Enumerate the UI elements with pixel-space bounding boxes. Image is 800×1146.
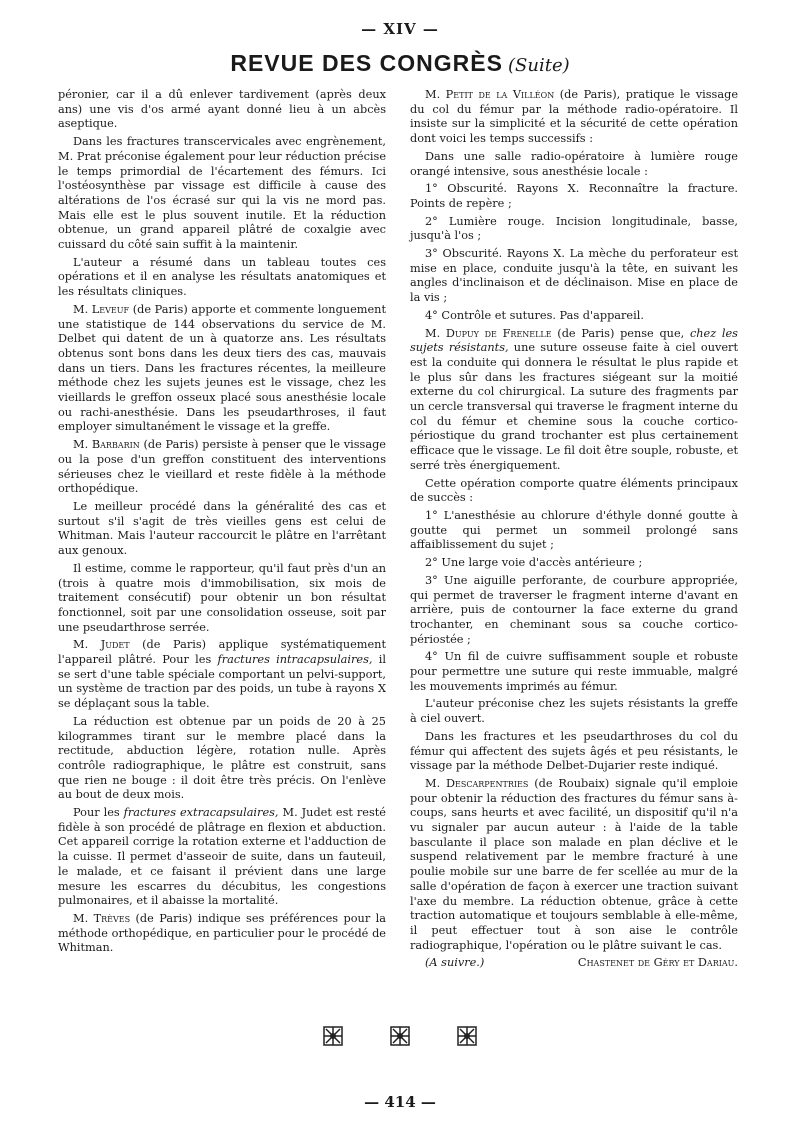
paragraph-text: (de Roubaix) signale qu'il emploie pour obtenir la réduction des fractures du fémur sans à-coups, sans heurts et avec facilité, un dispositif qu'il n'a vu signaler par aucun auteur : à l'aide de la table basculante il place son malade en plan déclive et le suspend relativement par le membre fracturé à une poulie mobile sur une barre de fer scellée au mur de la salle d'opération de façon à exercer une traction suivant l'axe du membre. La réduction obtenue, grâce à cette traction automatique et toujours semblable à elle-même, il peut effectuer tout à son aise le contrôle radiographique, l'opération ou le plâtre suivant le cas. xyxy=(410,776,738,952)
paragraph-text: (de Paris) apporte et commente longuement une statistique de 144 observations du service de M. Delbet qui datent de un à quatorze ans. Les résultats obtenus sont bons dans les deux tiers des cas, mauvais dans un tiers. Dans les fractures récentes, la meilleure méthode chez les sujets jeunes est le vissage, chez les vieillards le greffon osseux placé sous anesthésie locale ou rachi-anesthésie. Dans les pseudarthroses, il faut employer simultanément le vissage et la greffe. xyxy=(58,302,386,434)
page-marker: — XIV — xyxy=(361,20,439,38)
paragraph-text: (de Paris) indique ses préférences pour la méthode orthopédique, en particulier pour le procédé de Whitman. xyxy=(58,911,386,955)
ornament-row xyxy=(300,1025,500,1047)
paragraph xyxy=(410,777,738,953)
paragraph-text: (de Paris) persiste à penser que le vissage ou la pose d'un greffon constituent des interventions sérieuses chez le vieillard et reste fidèle à la méthode orthopédique. xyxy=(58,438,386,496)
italic-text: chez les sujets résistants, xyxy=(410,326,738,355)
paragraph: Dans les fractures transcervicales avec engrènement, M. Prat préconise également pour leur réduction précise le temps primordial de l'écartement des fémurs. Ici l'ostéosynthèse par vissage est difficile à cause des altérations de l'os écrasé sur qui la vis ne mord pas. Mais elle est le plus souvent inutile. Et la réduction obtenue, un grand appareil plâtré de coxalgie avec cuissard du côté sain suffit à la maintenir. xyxy=(58,135,386,252)
ornament-icon xyxy=(389,1025,411,1047)
signature-line xyxy=(410,956,738,971)
paragraph xyxy=(58,912,386,956)
paragraph xyxy=(58,438,386,497)
list-item: 3° Obscurité. Rayons X. La mèche du perforateur est mise en place, conduite jusqu'à la tête, en suivant les angles d'inclinaison et de déclinaison. Mise en place de la vis ; xyxy=(410,247,738,305)
italic-text: fractures extracapsulaires, xyxy=(123,806,279,820)
page-header xyxy=(0,50,800,77)
paragraph-text: Pour les xyxy=(73,806,124,820)
header-title: REVUE DES CONGRÈS xyxy=(230,50,503,76)
paragraph xyxy=(410,88,738,147)
paragraph-text: il se sert d'une table spéciale comportant un pelvi-support, un système de traction par des poids, un tube à rayons X se déplaçant sous la table. xyxy=(58,653,386,711)
ornament-icon xyxy=(456,1025,478,1047)
paragraph: La réduction est obtenue par un poids de 20 à 25 kilogrammes tirant sur le membre placé dans la rectitude, abduction légère, rotation nulle. Après contrôle radiographique, le plâtre est construit, sans que rien ne bouge : il doit être très précis. On l'enlève au bout de deux mois. xyxy=(58,714,386,802)
paragraph: Cette opération comporte quatre éléments principaux de succès : xyxy=(410,476,738,505)
italic-text: fractures intracapsulaires, xyxy=(217,653,373,667)
list-item: 1° L'anesthésie au chlorure d'éthyle donné goutte à goutte qui permet un sommeil prolongé sans affaiblissement du sujet ; xyxy=(410,508,738,552)
page-number: — 414 — xyxy=(364,1093,436,1111)
paragraph: L'auteur a résumé dans un tableau toutes ces opérations et il en analyse les résultats anatomiques et les résultats cliniques. xyxy=(58,255,386,299)
list-item: 1° Obscurité. Rayons X. Reconnaître la fracture. Points de repère ; xyxy=(410,182,738,210)
to-follow-note: (A suivre.) xyxy=(425,956,485,970)
author-name: M. Dupuy de Frenelle xyxy=(425,326,552,340)
author-name: M. Leveuf xyxy=(73,302,130,316)
header-subtitle: (Suite) xyxy=(508,55,570,76)
list-item: 2° Une large voie d'accès antérieure ; xyxy=(425,556,643,570)
paragraph xyxy=(58,806,386,909)
paragraph xyxy=(58,638,386,712)
paragraph xyxy=(410,327,738,474)
paragraph-text: une suture osseuse faite à ciel ouvert est la conduite qui donnera le résultat le plus rapide et le plus sûr dans les fractures siégeant sur la moitié externe du col chirurgical. La suture des fragments par un cercle transversal qui traverse le fragment interne du col du fémur et chemine sous la couche cortico-périostique du grand trochanter est plus certainement efficace que le vissage. Le fil doit être souple, robuste, et serré très énergiquement. xyxy=(410,341,739,472)
paragraph-text: M. Judet est resté fidèle à son procédé de plâtrage en flexion et abduction. Cet appareil corrige la rotation externe et l'adduction de la cuisse. Il permet d'asseoir de suite, dans un fauteuil, le malade, et ce faisant il prévient dans une large mesure les escarres du décubitus, les congestions pulmonaires, et il abaisse la mortalité. xyxy=(58,806,386,908)
paragraph-text: (de Paris) pense que, xyxy=(551,326,690,340)
paragraph: L'auteur préconise chez les sujets résistants la greffe à ciel ouvert. xyxy=(410,697,738,726)
paragraph xyxy=(58,303,386,435)
author-name: M. Descarpentries xyxy=(425,776,529,790)
paragraph: péronier, car il a dû enlever tardivement (après deux ans) une vis d'os armé ayant donné lieu à un abcès aseptique. xyxy=(58,88,386,131)
author-name: M. Trèves xyxy=(73,911,131,925)
paragraph: Le meilleur procédé dans la généralité des cas et surtout s'il s'agit de très vieilles gens est celui de Whitman. Mais l'auteur raccourcit le plâtre en l'arrêtant aux genoux. xyxy=(58,499,386,558)
paragraph: Dans les fractures et les pseudarthroses du col du fémur qui affectent des sujets âgés et peu résistants, le vissage par la méthode Delbet-Dujarier reste indiqué. xyxy=(410,729,738,773)
paragraph: Il estime, comme le rapporteur, qu'il faut près d'un an (trois à quatre mois d'immobilisation, six mois de traitement consécutif) pour obtenir un bon résultat fonctionnel, soit par une consolidation osseuse, soit par une pseudarthrose serrée. xyxy=(58,561,386,634)
list-item: 4° Un fil de cuivre suffisamment souple et robuste pour permettre une suture qui reste immuable, malgré les mouvements imprimés au fémur. xyxy=(410,650,738,693)
author-name: M. Judet xyxy=(73,638,130,652)
list-item: 2° Lumière rouge. Incision longitudinale, basse, jusqu'à l'os ; xyxy=(410,214,738,243)
paragraph-text: (de Paris) applique systématiquement l'appareil plâtré. Pour les xyxy=(58,638,386,667)
author-name: M. Petit de la Villéon xyxy=(425,88,555,101)
article-authors: Chastenet de Géry et Dariau. xyxy=(577,956,738,970)
ornament-icon xyxy=(322,1025,344,1047)
right-column xyxy=(410,88,738,971)
paragraph: Dans une salle radio-opératoire à lumière rouge orangé intensive, sous anesthésie locale : xyxy=(410,149,738,178)
author-name: M. Barbarin xyxy=(73,438,140,452)
paragraph-text: (de Paris), pratique le vissage du col du fémur par la méthode radio-opératoire. Il insiste sur la simplicité et la sécurité de cette opération dont voici les temps successifs : xyxy=(410,88,739,146)
list-item: 3° Une aiguille perforante, de courbure appropriée, qui permet de traverser le fragment interne d'avant en arrière, puis de contourner la face externe du grand trochanter, en cheminant sous sa couche cortico-périostée ; xyxy=(410,573,738,646)
list-item: 4° Contrôle et sutures. Pas d'appareil. xyxy=(425,308,644,322)
left-column xyxy=(58,88,386,959)
